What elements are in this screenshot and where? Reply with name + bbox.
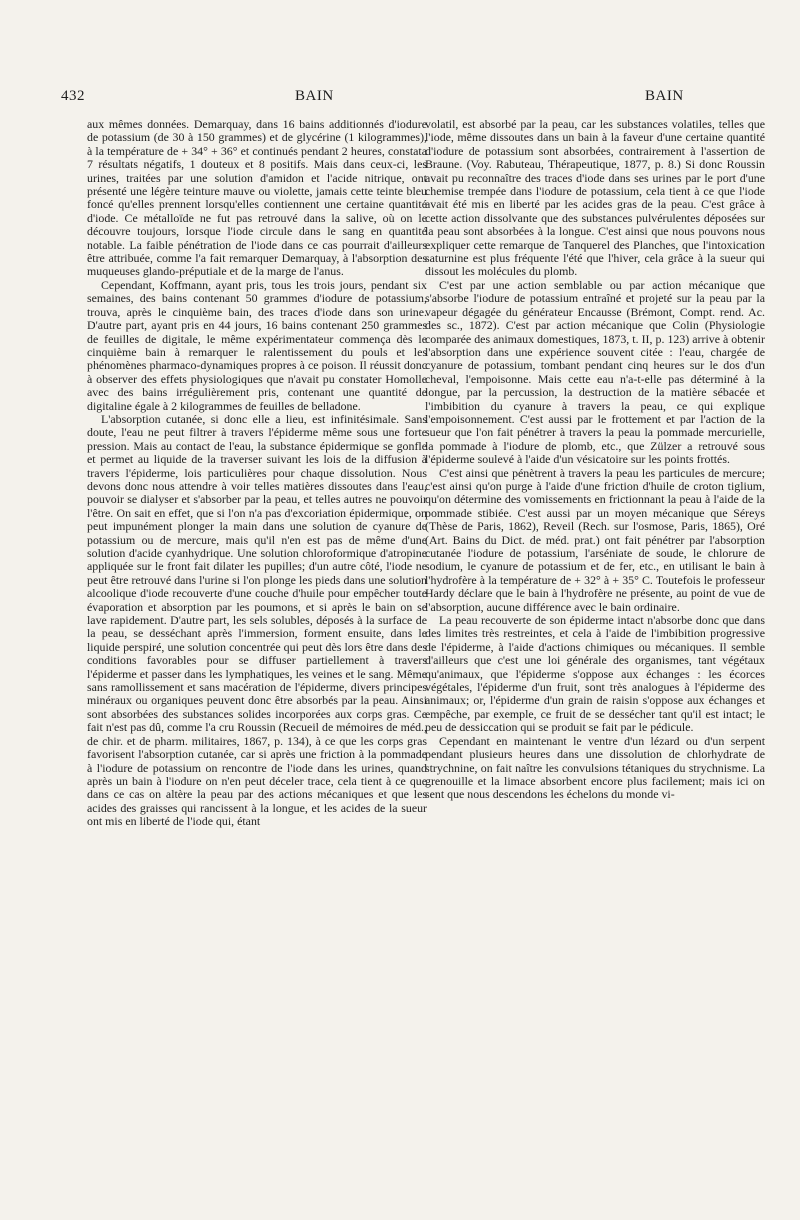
paragraph: aux mêmes données. Demarquay, dans 16 bains additionnés d'iodure de potassium (de 30 à 150 grammes) et de glycérine (1 kilogrammes), à la température de + 34° + 36° et continués pendant 2 heures, constata 7 résultats négatifs, 1 douteux et 8 positifs. Mais dans ceux-ci, les urines, traitées par une solution d'amidon et l'acide nitrique, ont présenté une légère teinture mauve ou violette, jamais cette teinte bleu foncé qu'elles prennent lorsqu'elles contiennent une certaine quantité d'iode. Ce métalloïde ne fut pas retrouvé dans la salive, où on le découvre toujours, lorsque l'iode circule dans le sang en quantité notable. La faible pénétration de l'iode dans ce cas pourrait d'ailleurs être attribuée, comme l'a fait remarquer Demarquay, à l'absorption des muqueuses glando-préputiale et de la marge de l'anus. — [87, 117, 427, 279]
paragraph: Cependant, Koffmann, ayant pris, tous les trois jours, pendant six semaines, des bains contenant 50 grammes d'iodure de potassium, trouva, après le cinquième bain, des traces d'iode dans son urine. D'autre part, ayant pris en 44 jours, 16 bains contenant 250 grammes de feuilles de digitale, le même expérimentateur commença dès le cinquième bain à remarquer le ralentissement du pouls et les phénomènes pharmaco-dynamiques propres à ce poison. Il réussit donc à observer des effets physiologiques que n'avait pu constater Homolle avec des bains irrégulièrement pris, contenant une quantité de digitaline égale à 2 kilogrammes de feuilles de belladone. — [87, 277, 427, 413]
left-column — [87, 118, 427, 829]
paragraph: L'absorption cutanée, si donc elle a lieu, est infinitésimale. Sans doute, l'eau ne peut filtrer à travers l'épiderme même sous une forte pression. Mais au contact de l'eau, la substance épidermique se gonfle et permet au liquide de la traverser suivant les lois de la diffusion à travers l'épiderme, lois particulières pour chaque dissolution. Nous devons donc nous attendre à voir telles matières dissoutes dans l'eau, pouvoir se dialyser et s'absorber par la peau, et telles autres ne pouvoir l'être. On sait en effet, que si l'on n'a pas d'excoriation épidermique, on peut impunément plonger la main dans une solution de cyanure de potassium ou de mercure, mais qu'il n'en est pas de même d'une solution d'acide cyanhydrique. Une solution chloroformique d'atropine appliquée sur le front fait dilater les pupilles; d'un autre côté, l'iode ne peut être retrouvé dans l'urine si l'on plonge les pieds dans une solution alcoolique d'iode recouverte d'une couche d'huile pour empêcher toute évaporation et absorption par les poumons, et si après le bain on se lave rapidement. D'autre part, les sels solubles, déposés à la surface de la peau, se desséchant après l'immersion, forment ensuite, dans le liquide perspiré, une solution concentrée qui peut dès lors être dans des conditions favorables pour se diffuser partiellement à travers l'épiderme et passer dans les lymphatiques, les veines et le sang. Même sans ramollissement et sans macération de l'épiderme, divers principes minéraux ou organiques peuvent donc être absorbés par la peau. Ainsi sont absorbées des substances solides incorporées aux corps gras. Ce fait n'est pas dû, comme l'a cru Roussin (Recueil de mémoires de méd., de chir. et de pharm. militaires, 1867, p. 134), à ce que les corps gras favorisent l'absorption cutanée, car si après une friction à la pommade à l'iodure de potassium on rencontre de l'iode dans les urines, quand après un bain à l'iodure on n'en peut déceler trace, cela tient à ce que dans ce cas on altère la peau par des actions mécaniques et que les acides des graisses qui rancissent à la longue, et les acides de la sueur ont mis en liberté de l'iode qui, étant — [87, 411, 427, 829]
paragraph: volatil, est absorbé par la peau, car les substances volatiles, telles que l'iode, même dissoutes dans un bain à la faveur d'une certaine quantité d'iodure de potassium sont absorbées, contrairement à l'assertion de Braune. (Voy. Rabuteau, Thérapeutique, 1877, p. 8.) Si donc Roussin avait pu reconnaître des traces d'iode dans ses urines par le port d'une chemise trempée dans l'iodure de potassium, cela tient à ce que l'iode avait été mis en liberté par les acides gras de la peau. C'est grâce à cette action dissolvante que des substances pulvérulentes déposées sur la peau sont absorbées à la longue. C'est ainsi que nous pouvons nous expliquer cette remarque de Tanquerel des Planches, que l'intoxication saturnine est plus fréquente l'été que l'hiver, cela grâce à la sueur qui dissout les molécules du plomb. — [425, 117, 765, 279]
page-header — [55, 88, 745, 110]
running-title-right: BAIN — [645, 88, 684, 104]
paragraph: C'est ainsi que pénètrent à travers la peau les particules de mercure; c'est ainsi qu'on purge à l'aide d'une friction d'huile de croton tiglium, qu'on détermine des vomissements en frictionnant la peau à l'aide de la pommade stibiée. C'est aussi par un moyen mécanique que Séreys (Thèse de Paris, 1862), Reveil (Rech. sur l'osmose, Paris, 1865), Oré (Art. Bains du Dict. de méd. prat.) ont fait pénétrer par l'absorption cutanée l'iodure de potassium, l'arséniate de soude, le chlorure de sodium, le cyanure de potassium et de fer, etc., en utilisant le bain à l'hydrofère à la température de + 32° à + 35° C. Toutefois le professeur Hardy déclare que le bain à l'hydrofère ne présente, au point de vue de l'absorption, aucune différence avec le bain ordinaire. — [425, 465, 765, 614]
running-title-left: BAIN — [295, 88, 334, 104]
paragraph: La peau recouverte de son épiderme intact n'absorbe donc que dans des limites très restreintes, et cela à l'aide de l'imbibition progressive de l'épiderme, à l'aide d'actions chimiques ou mécaniques. Il semble d'ailleurs que c'est une loi générale des organismes, tant végétaux qu'animaux, que l'épiderme s'oppose aux échanges : les écorces végétales, l'épiderme d'un fruit, sont très analogues à l'épiderme des animaux; or, l'épiderme d'un grain de raisin s'oppose aux échanges et empêche, par exemple, ce fruit de se dessécher tant qu'il est intact; le peu de dessiccation qui se produit se fait par le pédicule. — [425, 613, 765, 735]
paragraph: Cependant en maintenant le ventre d'un lézard ou d'un serpent pendant plusieurs heures dans une dissolution de chlorhydrate de strychnine, on fait naître les convulsions tétaniques du strychnisme. La grenouille et la limace absorbent encore plus facilement; mais ici on sent que nous descendons les échelons du monde vi- — [425, 733, 765, 802]
paragraph: C'est par une action semblable ou par action mécanique que s'absorbe l'iodure de potassium entraîné et projeté sur la peau par la vapeur dégagée du générateur Encausse (Brémont, Compt. rend. Ac. des sc., 1872). C'est par action mécanique que Colin (Physiologie comparée des animaux domestiques, 1873, t. II, p. 123) arrive à obtenir l'absorption dans une expérience souvent citée : l'eau, chargée de cyanure de potassium, tombant pendant cinq heures sur le dos d'un cheval, l'empoisonne. Mais cette eau n'a-t-elle pas déterminé à la longue, par la percussion, la destruction de la matière sébacée et l'imbibition du cyanure à travers la peau, ce qui explique l'empoisonnement. C'est aussi par le frottement et par l'action de la sueur que l'on fait pénétrer à travers la peau la pommade mercurielle, la pommade à l'iodure de plomb, etc., que Zülzer a retrouvé sous l'épiderme soulevé à l'aide d'un vésicatoire sur les points frottés. — [425, 277, 765, 467]
page-number: 432 — [61, 88, 85, 104]
right-column — [425, 118, 765, 802]
